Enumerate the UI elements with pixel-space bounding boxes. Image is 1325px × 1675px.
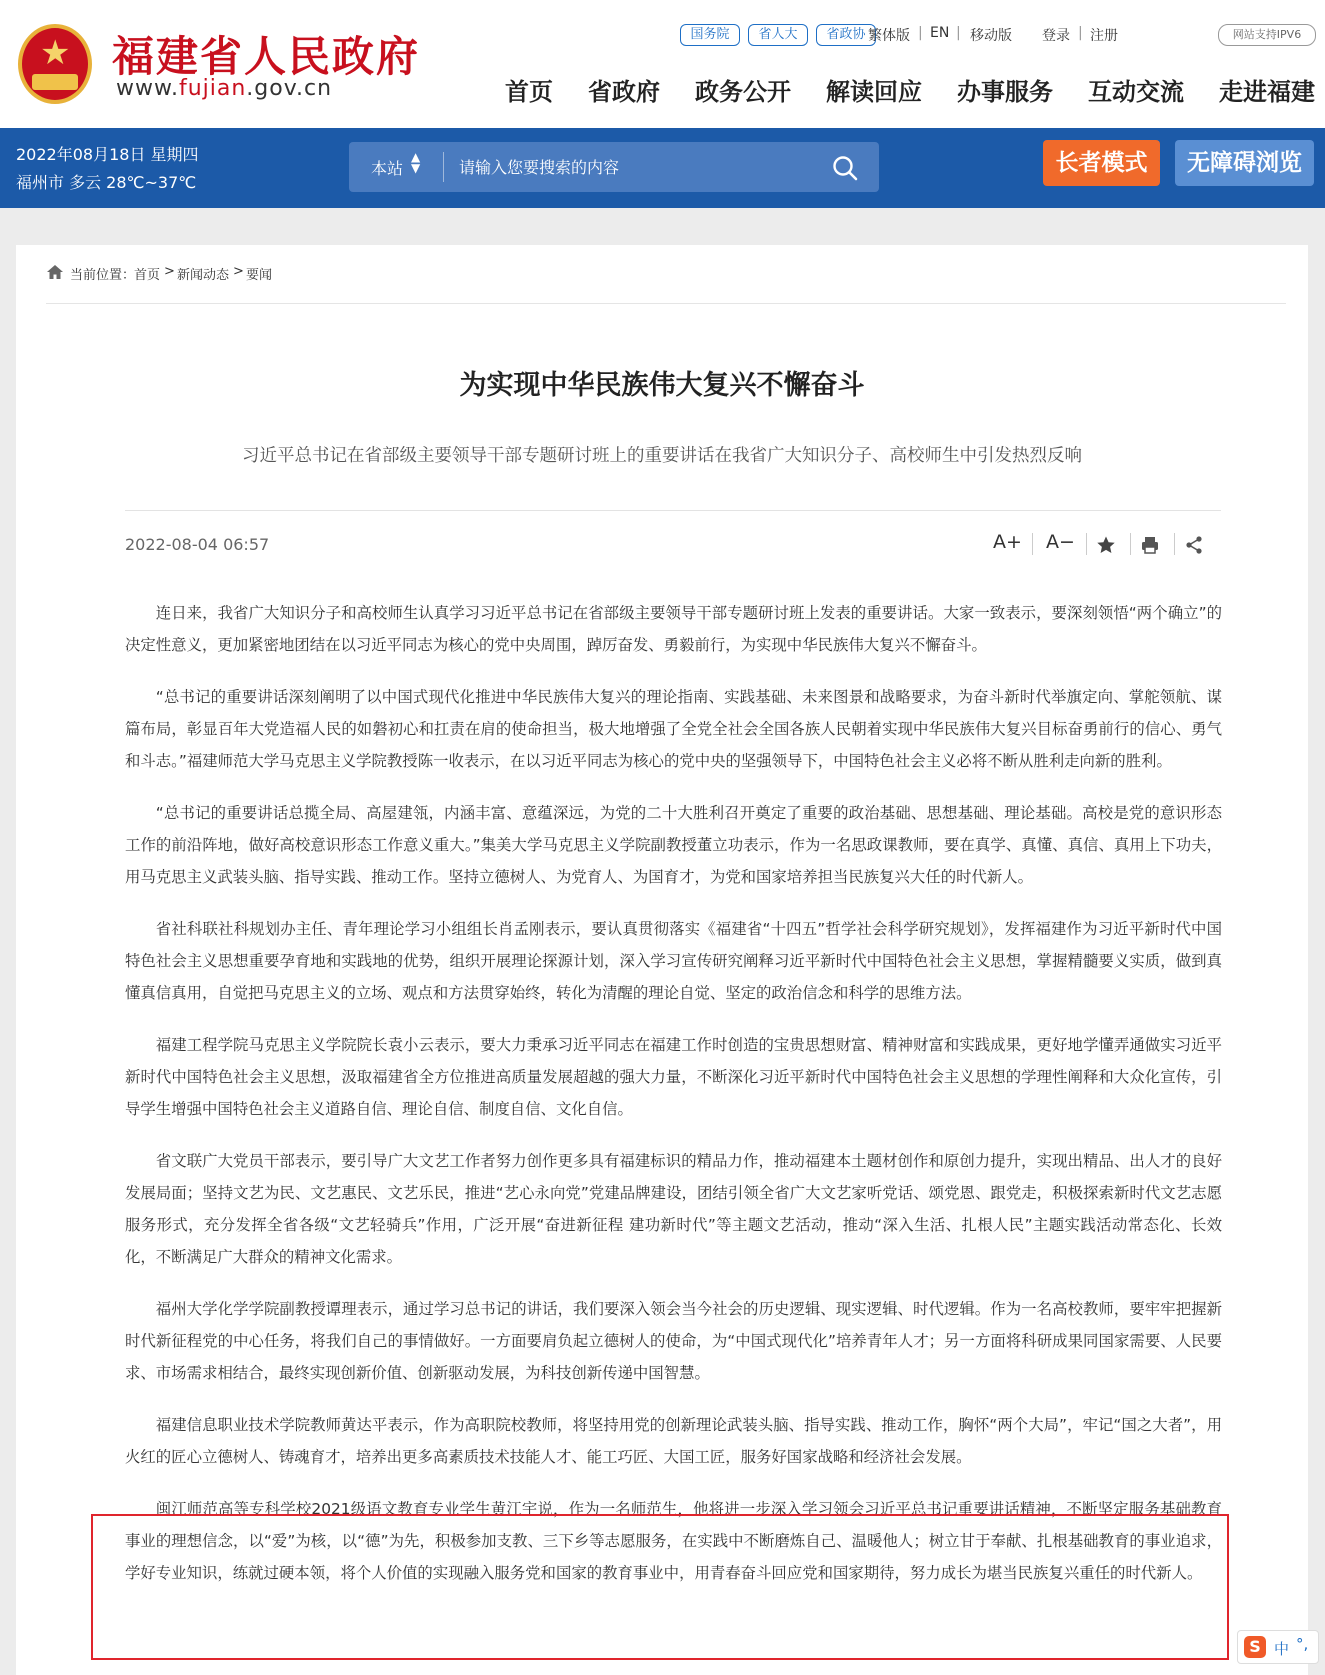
register-link[interactable]: 注册 xyxy=(1090,28,1118,44)
search-scope-select[interactable]: 本站 xyxy=(371,159,404,178)
search-input[interactable] xyxy=(459,152,819,182)
article-paragraph: 闽江师范高等专科学校2021级语文教育专业学生黄江宇说，作为一名师范生，他将进一步深入学习领会习近平总书记重要讲话精神，不断坚定服务基础教育事业的理想信念，以“爱”为核，以“德”为先，积极参加支教、三下乡等志愿服务，在实践中不断磨炼自己、温暖他人；树立甘于奉献、扎根基础教育的事业追求，学好专业知识，练就过硬本领，将个人价值的实现融入服务党和国家的教育事业中，用青春奋斗回应党和国家期待，努力成长为堪当民族复兴重任的时代新人。 xyxy=(125,1500,1222,1582)
link-english[interactable]: EN xyxy=(930,25,950,41)
current-date: 2022年08月18日 星期四 xyxy=(16,145,199,164)
link-mobile[interactable]: 移动版 xyxy=(970,28,1012,44)
article-body xyxy=(125,597,1222,1609)
site-url: www.fujian.gov.cn xyxy=(116,76,333,101)
font-decrease-button[interactable]: A− xyxy=(1046,531,1075,553)
site-title[interactable]: 福建省人民政府 xyxy=(112,32,421,81)
sogou-icon[interactable]: S xyxy=(1244,1636,1266,1658)
share-icon[interactable] xyxy=(1184,535,1204,555)
breadcrumb-item-home[interactable]: 首页 xyxy=(134,268,161,283)
weather-info: 福州市 多云 28℃~37℃ xyxy=(16,173,197,192)
article-paragraph: “总书记的重要讲话总揽全局、高屋建瓴，内涵丰富、意蕴深远，为党的二十大胜利召开奠定了重要的政治基础、思想基础、理论基础。高校是党的意识形态工作的前沿阵地，做好高校意识形态工作意义重大。”集美大学马克思主义学院副教授董立功表示，作为一名思政课教师，要在真学、真懂、真信、真用上下功夫，用马克思主义武装头脑、指导实践、推动工作。坚持立德树人、为党育人、为国育才，为党和国家培养担当民族复兴大任的时代新人。 xyxy=(125,804,1222,886)
top-banner xyxy=(0,128,1325,208)
nav-item-services[interactable]: 办事服务 xyxy=(957,78,1053,106)
publish-date: 2022-08-04 06:57 xyxy=(125,535,270,554)
nav-item-about-fujian[interactable]: 走进福建 xyxy=(1219,78,1315,106)
breadcrumb-item-headlines[interactable]: 要闻 xyxy=(246,268,273,283)
nav-item-interaction[interactable]: 互动交流 xyxy=(1088,78,1184,106)
print-icon[interactable] xyxy=(1140,535,1160,555)
link-state-council[interactable]: 国务院 xyxy=(680,24,740,46)
search-icon[interactable] xyxy=(831,154,859,182)
top-links: 国务院 省人大 省政协 繁体版 | EN | 移动版 登录 | 注册 网站支持IPV6 xyxy=(680,22,1325,48)
link-provincial-cppcc[interactable]: 省政协 xyxy=(816,24,876,46)
article-paragraph: 福建信息职业技术学院教师黄达平表示，作为高职院校教师，将坚持用党的创新理论武装头脑、指导实践、推动工作，胸怀“两个大局”，牢记“国之大者”，用火红的匠心立德树人、铸魂育才，培养出更多高素质技术技能人才、能工巧匠、大国工匠，服务好国家战略和经济社会发展。 xyxy=(125,1416,1222,1466)
article-card xyxy=(16,245,1308,1675)
search-bar xyxy=(349,142,879,192)
accessibility-button[interactable]: 无障碍浏览 xyxy=(1175,140,1314,186)
sort-caret-icon[interactable]: ▲ ▼ xyxy=(411,150,421,175)
link-provincial-congress[interactable]: 省人大 xyxy=(748,24,808,46)
font-increase-button[interactable]: A+ xyxy=(993,531,1022,553)
favorite-star-icon[interactable] xyxy=(1096,535,1116,555)
ime-toolbar[interactable] xyxy=(1237,1630,1319,1664)
ime-mode-toggle[interactable]: 中 xyxy=(1274,1640,1290,1658)
article-subtitle: 习近平总书记在省部级主要领导干部专题研讨班上的重要讲话在我省广大知识分子、高校师生中引发热烈反响 xyxy=(242,446,1082,466)
ime-punct-toggle[interactable]: °, xyxy=(1296,1635,1309,1653)
site-header xyxy=(0,0,1325,128)
login-link[interactable]: 登录 xyxy=(1042,28,1070,44)
article-paragraph: 福州大学化学学院副教授谭理表示，通过学习总书记的讲话，我们要深入领会当今社会的历史逻辑、现实逻辑、时代逻辑。作为一名高校教师，要牢牢把握新时代新征程党的中心任务，将我们自己的事情做好。一方面要肩负起立德树人的使命，为“中国式现代化”培养青年人才；另一方面将科研成果同国家需要、人民要求、市场需求相结合，最终实现创新价值、创新驱动发展，为科技创新传递中国智慧。 xyxy=(125,1300,1222,1382)
nav-item-open-affairs[interactable]: 政务公开 xyxy=(695,78,791,106)
main-nav xyxy=(0,72,1325,112)
breadcrumb-item-news[interactable]: 新闻动态 xyxy=(177,268,230,283)
breadcrumb-separator: > xyxy=(164,264,175,279)
nav-item-interpretation[interactable]: 解读回应 xyxy=(826,78,922,106)
article-paragraph: 省社科联社科规划办主任、青年理论学习小组组长肖孟刚表示，要认真贯彻落实《福建省“十四五”哲学社会科学研究规划》，发挥福建作为习近平新时代中国特色社会主义思想重要孕育地和实践地的优势，组织开展理论探源计划，深入学习宣传研究阐释习近平新时代中国特色社会主义思想，掌握精髓要义实质，做到真懂真信真用，自觉把马克思主义的立场、观点和方法贯穿始终，转化为清醒的理论自觉、坚定的政治信念和科学的思维方法。 xyxy=(125,920,1222,1002)
star-icon: ★ xyxy=(40,33,71,73)
breadcrumb-separator: > xyxy=(233,264,244,279)
highlight-box xyxy=(91,1514,1229,1660)
ipv6-badge: 网站支持IPV6 xyxy=(1218,24,1316,46)
divider xyxy=(125,510,1221,511)
elder-mode-button[interactable]: 长者模式 xyxy=(1043,140,1160,186)
link-traditional[interactable]: 繁体版 xyxy=(868,28,910,44)
divider xyxy=(46,303,1286,304)
article-paragraph: 福建工程学院马克思主义学院院长袁小云表示，要大力秉承习近平同志在福建工作时创造的宝贵思想财富、精神财富和实践成果，更好地学懂弄通做实习近平新时代中国特色社会主义思想，汲取福建省全方位推进高质量发展超越的强大力量，不断深化习近平新时代中国特色社会主义思想的学理性阐释和大众化宣传，引导学生增强中国特色社会主义道路自信、理论自信、制度自信、文化自信。 xyxy=(125,1036,1222,1118)
breadcrumb-label: 当前位置： xyxy=(70,268,136,283)
article-title: 为实现中华民族伟大复兴不懈奋斗 xyxy=(459,370,865,401)
home-icon xyxy=(46,264,64,280)
article-paragraph: “总书记的重要讲话深刻阐明了以中国式现代化推进中华民族伟大复兴的理论指南、实践基础、未来图景和战略要求，为奋斗新时代举旗定向、掌舵领航、谋篇布局，彰显百年大党造福人民的如磐初心和扛责在肩的使命担当，极大地增强了全党全社会全国各族人民朝着实现中华民族伟大复兴目标奋勇前行的信心、勇气和斗志。”福建师范大学马克思主义学院教授陈一收表示，在以习近平同志为核心的党中央的坚强领导下，中国特色社会主义必将不断从胜利走向新的胜利。 xyxy=(125,688,1222,770)
nav-item-government[interactable]: 省政府 xyxy=(588,78,660,106)
nav-item-home[interactable]: 首页 xyxy=(505,78,553,106)
article-paragraph: 连日来，我省广大知识分子和高校师生认真学习习近平总书记在省部级主要领导干部专题研讨班上发表的重要讲话。大家一致表示，要深刻领悟“两个确立”的决定性意义，更加紧密地团结在以习近平同志为核心的党中央周围，踔厉奋发、勇毅前行，为实现中华民族伟大复兴不懈奋斗。 xyxy=(125,604,1222,654)
article-paragraph: 省文联广大党员干部表示，要引导广大文艺工作者努力创作更多具有福建标识的精品力作，推动福建本土题材创作和原创力提升，实现出精品、出人才的良好发展局面；坚持文艺为民、文艺惠民、文艺乐民，推进“艺心永向党”党建品牌建设，团结引领全省广大文艺家听党话、颂党恩、跟党走，积极探索新时代文艺志愿服务形式，充分发挥全省各级“文艺轻骑兵”作用，广泛开展“奋进新征程 建功新时代”等主题文艺活动，推动“深入生活、扎根人民”主题实践活动常态化、长效化，不断满足广大群众的精神文化需求。 xyxy=(125,1152,1222,1266)
